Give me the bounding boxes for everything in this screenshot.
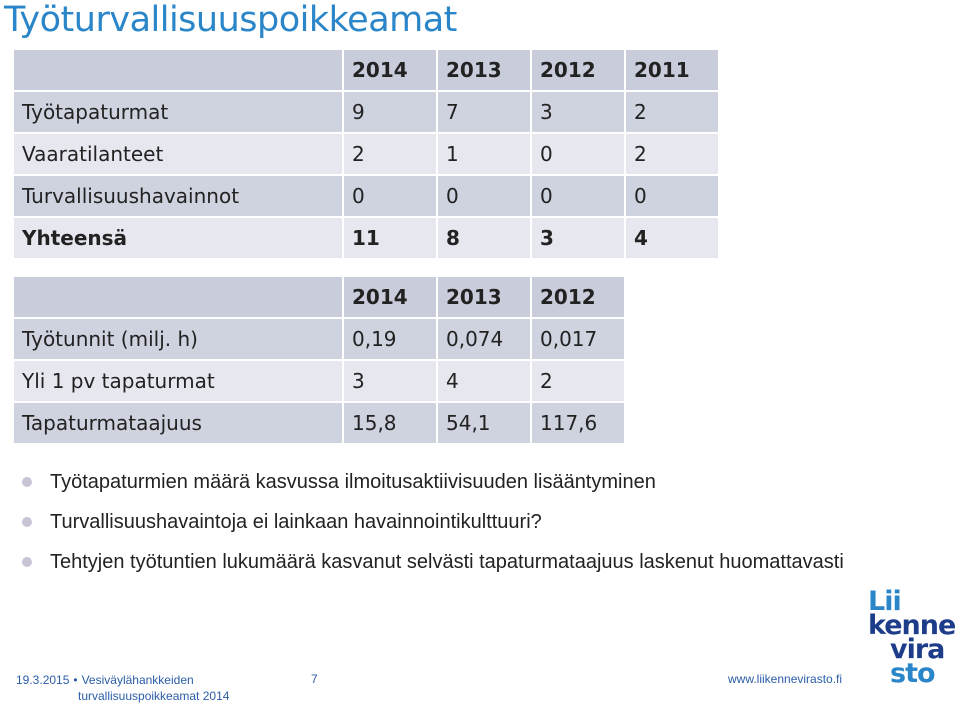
row-label: Työtapaturmat [14,92,342,132]
table-row [14,176,718,216]
bullet-list [22,470,872,590]
footer-date: 19.3.2015 [16,673,70,687]
cell-value: 3 [344,361,436,401]
logo-line: Lii [868,586,901,617]
cell-value: 1 [438,134,530,174]
cell-value: 0 [626,176,718,216]
row-label: Yli 1 pv tapaturmat [14,361,342,401]
footer-title-line2: turvallisuuspoikkeamat 2014 [78,689,230,703]
bullet-dot-icon [22,517,32,527]
cell-value: 11 [344,218,436,258]
cell-value: 0 [532,134,624,174]
cell-value: 0,074 [438,319,530,359]
cell-value: 54,1 [438,403,530,443]
header-year: 2012 [532,277,624,317]
cell-value: 2 [626,92,718,132]
header-year: 2012 [532,50,624,90]
footer-url: www.liikennevirasto.fi [728,672,843,686]
table-total-row [14,218,718,258]
cell-value: 4 [438,361,530,401]
row-label: Vaaratilanteet [14,134,342,174]
header-year: 2011 [626,50,718,90]
bullet-dot-icon [22,557,32,567]
table-header-row [14,50,718,90]
bullet-dot-icon [22,477,32,487]
bullet-text: Turvallisuushavaintoja ei lainkaan havainnointikulttuuri? [50,511,542,533]
bullet-text: Tehtyjen työtuntien lukumäärä kasvanut selvästi tapaturmataajuus laskenut huomattavasti [50,551,844,573]
logo-line: vira [890,634,945,665]
cell-value: 7 [438,92,530,132]
footer-info [16,672,229,704]
header-year: 2013 [438,277,530,317]
cell-value: 3 [532,92,624,132]
table-row [14,92,718,132]
cell-value: 8 [438,218,530,258]
bullet-text: Työtapaturmien määrä kasvussa ilmoitusaktiivisuuden lisääntyminen [50,471,656,493]
cell-value: 117,6 [532,403,624,443]
frequency-table [12,275,626,445]
cell-value: 0,017 [532,319,624,359]
logo-line: sto [890,658,935,689]
footer-title-line1: Vesiväylähankkeiden [81,673,194,687]
header-year: 2013 [438,50,530,90]
header-year: 2014 [344,50,436,90]
footer-separator-icon: • [73,673,78,687]
logo-line: kenne [868,610,956,641]
list-item [22,550,872,574]
cell-value: 0 [532,176,624,216]
slide-title: Työturvallisuuspoikkeamat [4,0,457,40]
cell-value: 0 [344,176,436,216]
table-row [14,403,624,443]
row-label: Työtunnit (milj. h) [14,319,342,359]
cell-value: 3 [532,218,624,258]
header-year: 2014 [344,277,436,317]
list-item [22,510,872,534]
row-label: Turvallisuushavainnot [14,176,342,216]
page-number: 7 [311,672,318,686]
row-label: Tapaturmataajuus [14,403,342,443]
table-row [14,361,624,401]
liikennevirasto-logo [868,586,960,690]
cell-value: 9 [344,92,436,132]
cell-value: 15,8 [344,403,436,443]
cell-value: 0,19 [344,319,436,359]
cell-value: 4 [626,218,718,258]
cell-value: 0 [438,176,530,216]
table-row [14,134,718,174]
table-row [14,319,624,359]
header-blank-cell [14,50,342,90]
row-label: Yhteensä [14,218,342,258]
list-item [22,470,872,494]
header-blank-cell [14,277,342,317]
table-header-row [14,277,624,317]
cell-value: 2 [344,134,436,174]
incidents-table [12,48,720,260]
cell-value: 2 [626,134,718,174]
cell-value: 2 [532,361,624,401]
